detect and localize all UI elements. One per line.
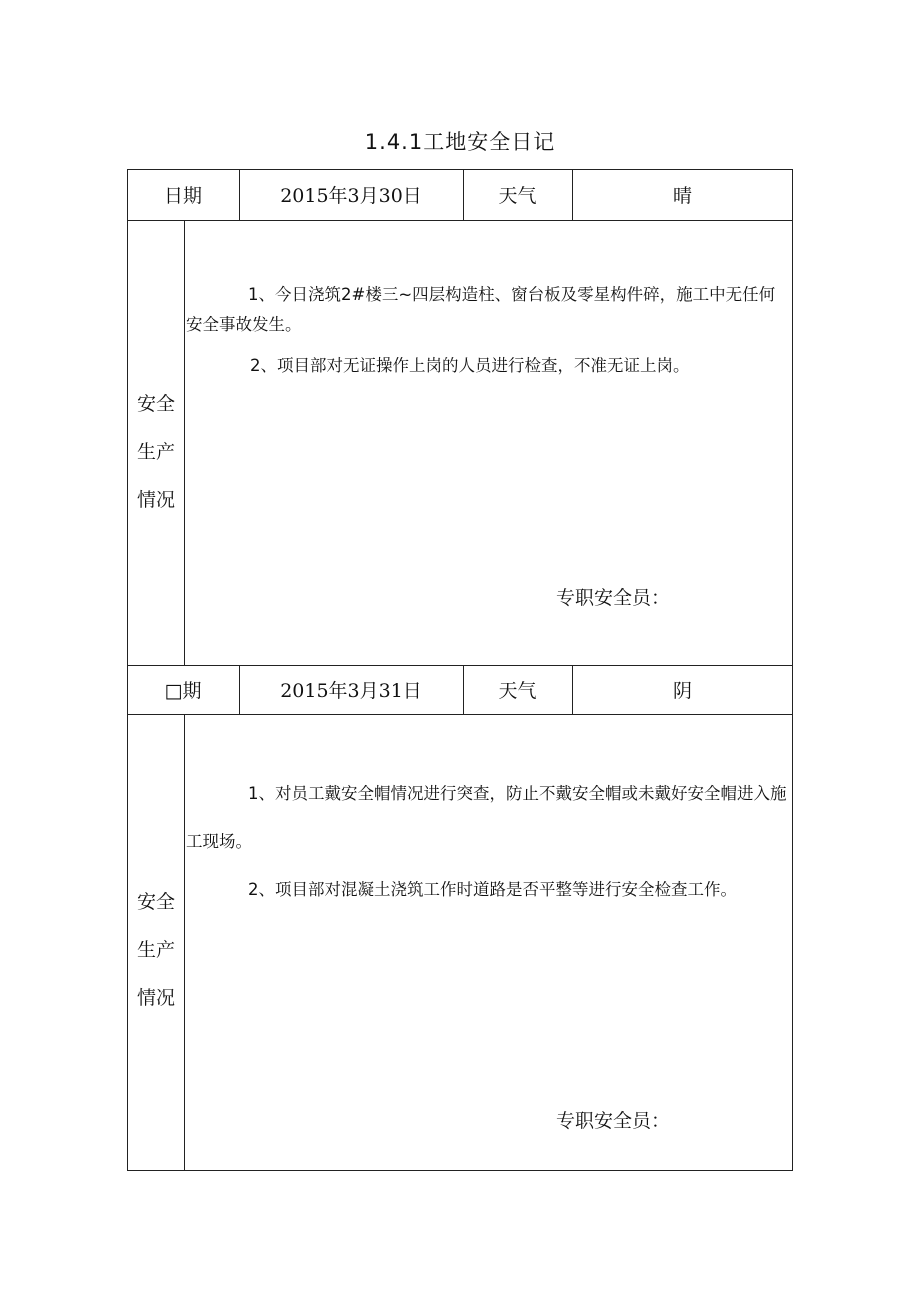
side-label: [128, 878, 184, 1022]
weather-label: 天气: [498, 680, 537, 702]
safety-officer-signature: 专职安全员：: [556, 587, 671, 609]
log-paragraph: 1、对员工戴安全帽情况进行突查，防止不戴安全帽或未戴好安全帽进入施工现场。: [186, 784, 787, 851]
row-divider: [127, 714, 793, 715]
column-divider: [184, 220, 185, 665]
date-value: 2015年3月31日: [280, 680, 422, 702]
log-paragraph: 2、项目部对无证操作上岗的人员进行检查，不准无证上岗。: [250, 356, 690, 375]
side-label-line: 情况: [136, 987, 175, 1009]
row-divider: [127, 220, 793, 221]
page-title: 1.4.1工地安全日记: [364, 130, 556, 154]
side-label-line: 生产: [136, 939, 175, 961]
weather-value: 阴: [672, 680, 692, 702]
side-label-line: 安全: [136, 891, 175, 913]
log-paragraph: 2、项目部对混凝土浇筑工作时道路是否平整等进行安全检查工作。: [248, 880, 737, 899]
column-divider: [184, 714, 185, 1171]
safety-officer-signature: 专职安全员：: [556, 1110, 671, 1132]
date-label: 日期: [163, 185, 202, 207]
log-paragraph: 1、今日浇筑2#楼三~四层构造柱、窗台板及零星构件碎，施工中无任何安全事故发生。: [186, 285, 776, 334]
side-label-line: 安全: [136, 393, 175, 415]
side-label-line: 生产: [136, 441, 175, 463]
date-label: □期: [164, 680, 202, 702]
side-label-line: 情况: [136, 489, 175, 511]
date-value: 2015年3月30日: [280, 185, 422, 207]
side-label: [128, 380, 184, 524]
weather-label: 天气: [498, 185, 537, 207]
weather-value: 晴: [672, 185, 692, 207]
